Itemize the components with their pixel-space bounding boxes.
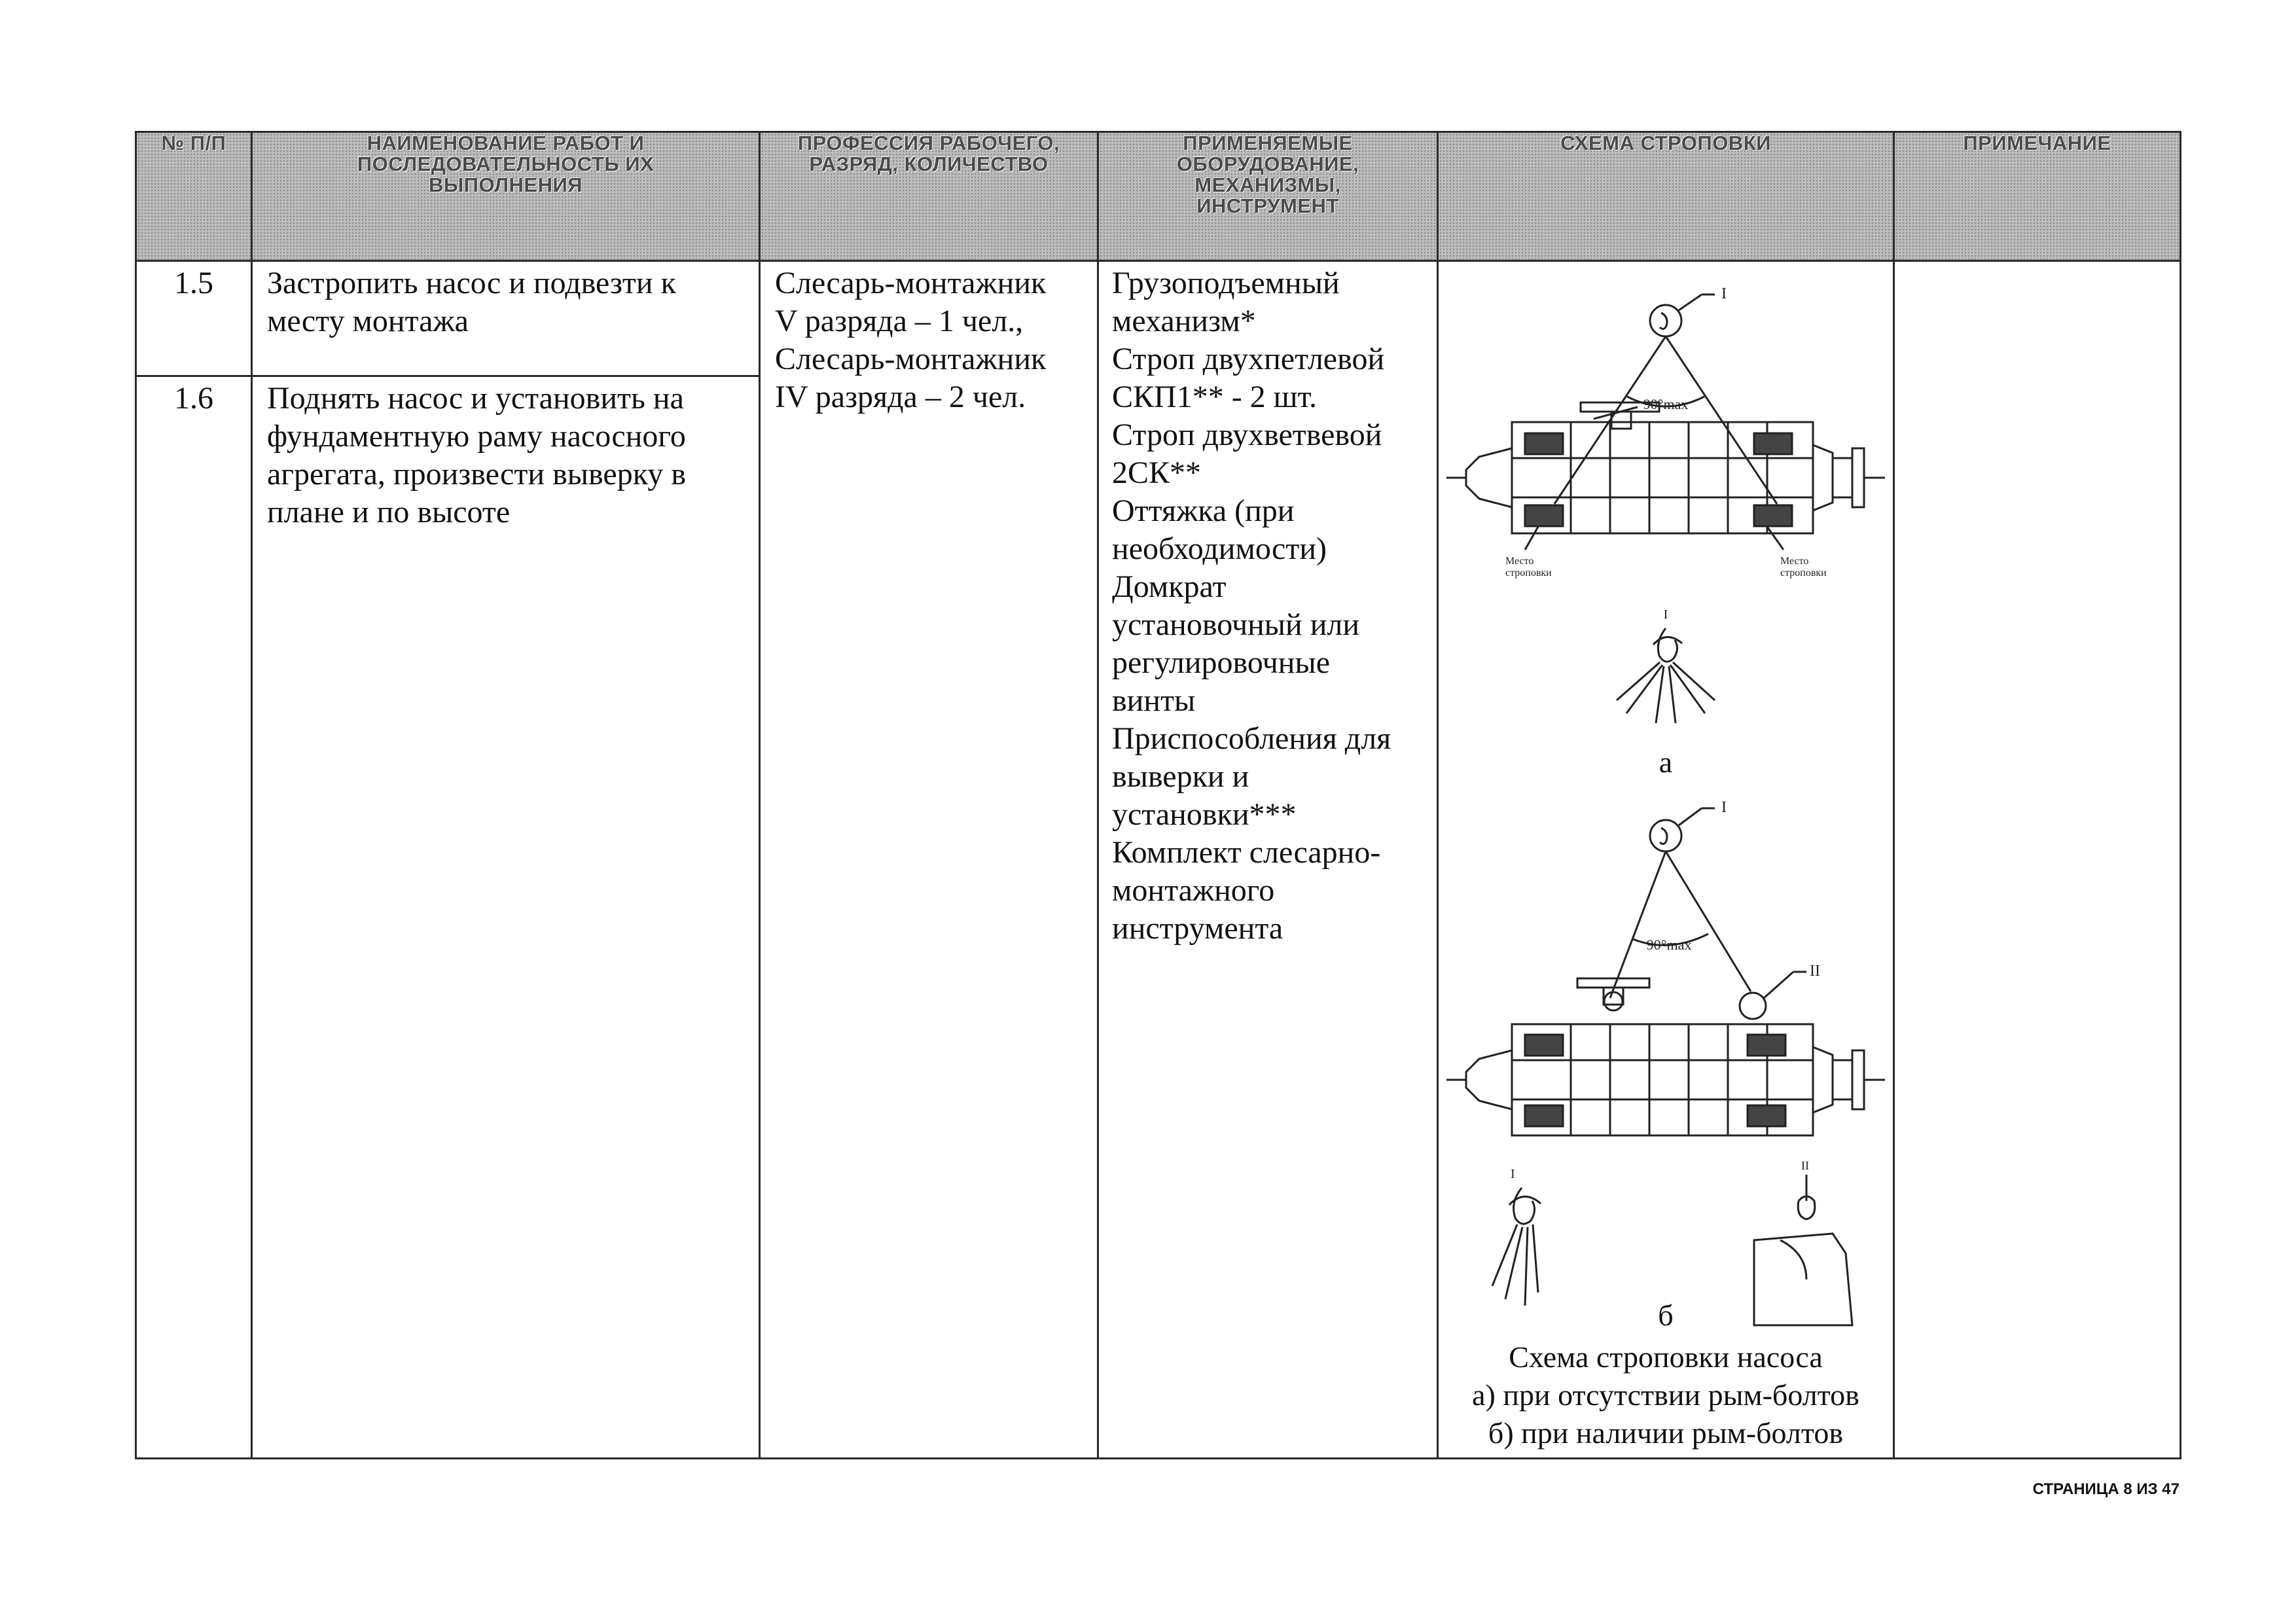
scheme-caption-line: б) при наличии рым-болтов [1488,1416,1844,1450]
slinging-scheme-cell [1438,261,1894,1459]
equipment-line: механизм* [1112,304,1256,338]
equipment-line: регулировочные [1112,645,1330,680]
equipment-line: выверки и [1112,759,1249,794]
slinging-diagram-a [1440,262,1892,782]
angle-label-b: 90°max [1646,936,1692,953]
profession-line: Слесарь-монтажник [775,342,1047,376]
header-num: № П/П [136,132,252,261]
place-label-left-2: строповки [1505,567,1552,579]
detail-label-II: II [1801,1159,1809,1172]
equipment-cell [1098,261,1438,1459]
detail-label-I: I [1511,1167,1515,1181]
callout-I: I [1721,799,1727,816]
row-work-1-6 [252,376,760,1459]
equipment-line: Строп двухветвевой [1112,418,1382,452]
table-row-1-5 [136,261,2181,376]
header-equipment [1098,132,1438,261]
header-profession [760,132,1098,261]
detail-label-I: I [1663,607,1668,622]
profession-line: IV разряда – 2 чел. [775,380,1026,414]
profession-line: Слесарь-монтажник [775,266,1047,300]
equipment-line: Домкрат [1112,569,1227,604]
equipment-line: 2СК** [1112,455,1202,490]
header-equipment-line-4: ИНСТРУМЕНТ [1196,194,1339,217]
callout-I: I [1721,285,1727,302]
detail-sling-hook [1514,1188,1535,1224]
equipment-line: Приспособления для [1112,721,1391,756]
work-text-line: Поднять насос и установить на [267,381,684,416]
place-label-right-1: Место [1780,556,1809,567]
header-equipment-line-2: ОБОРУДОВАНИЕ, [1176,152,1359,175]
equipment-line: Оттяжка (при [1112,493,1295,528]
sling-line-right [1666,336,1777,504]
slinging-diagram-b [1440,782,1892,1338]
figure-label-a: а [1659,745,1673,779]
header-work-line-1: НАИМЕНОВАНИЕ РАБОТ И [367,132,645,154]
equipment-line: Строп двухпетлевой [1112,342,1385,376]
scheme-caption-line: Схема строповки насоса [1509,1340,1823,1374]
header-work-line-3: ВЫПОЛНЕНИЯ [428,173,583,196]
place-label-left-1: Место [1505,556,1534,567]
work-text-line: фундаментную раму насосного [267,419,686,454]
callout-II: II [1810,963,1820,980]
header-equipment-line-1: ПРИМЕНЯЕМЫЕ [1183,132,1353,154]
scheme-caption-line: а) при отсутствии рым-болтов [1472,1378,1859,1412]
header-equipment-line-3: МЕХАНИЗМЫ, [1194,173,1341,196]
hook-icon [1650,820,1681,851]
equipment-line: установки*** [1112,797,1297,832]
equipment-line: установочный или [1112,607,1360,642]
sling-line-right [1666,851,1751,991]
row-num-1-6: 1.6 [136,376,252,1459]
header-scheme: СХЕМА СТРОПОВКИ [1438,132,1894,261]
header-work [252,132,760,261]
profession-line: V разряда – 1 чел., [775,304,1024,338]
equipment-line: винты [1112,683,1196,718]
header-profession-line-2: РАЗРЯД, КОЛИЧЕСТВО [809,152,1049,175]
row-num-1-5: 1.5 [136,261,252,376]
page-number: СТРАНИЦА 8 ИЗ 47 [2032,1480,2179,1498]
equipment-line: Комплект слесарно- [1112,835,1381,870]
detail-sling-hook [1658,628,1677,662]
eye-bolt-icon [1740,993,1766,1019]
equipment-line: необходимости) [1112,531,1327,566]
profession-cell [760,261,1098,1459]
header-work-line-2: ПОСЛЕДОВАТЕЛЬНОСТЬ ИХ [357,152,655,175]
equipment-line: Грузоподъемный [1112,266,1340,300]
work-text-line: месту монтажа [267,304,469,338]
hook-icon [1650,305,1681,336]
equipment-line: инструмента [1112,911,1283,946]
header-profession-line-1: ПРОФЕССИЯ РАБОЧЕГО, [797,132,1060,154]
work-sequence-table [135,131,2181,1459]
work-text-line: плане и по высоте [267,495,511,529]
equipment-line: СКП1** - 2 шт. [1112,380,1318,414]
header-note: ПРИМЕЧАНИЕ [1894,132,2181,261]
angle-label-a: 90°max [1643,396,1689,412]
place-label-right-2: строповки [1780,567,1827,579]
equipment-line: монтажного [1112,873,1275,908]
work-text-line: Застропить насос и подвезти к [267,266,676,300]
note-cell [1894,261,2181,1459]
work-sequence-table-container [135,131,2179,1459]
figure-label-b: б [1658,1298,1674,1332]
sling-line-left [1610,851,1666,998]
row-work-1-5 [252,261,760,376]
work-text-line: агрегата, произвести выверку в [267,457,687,491]
header-row [136,132,2181,261]
